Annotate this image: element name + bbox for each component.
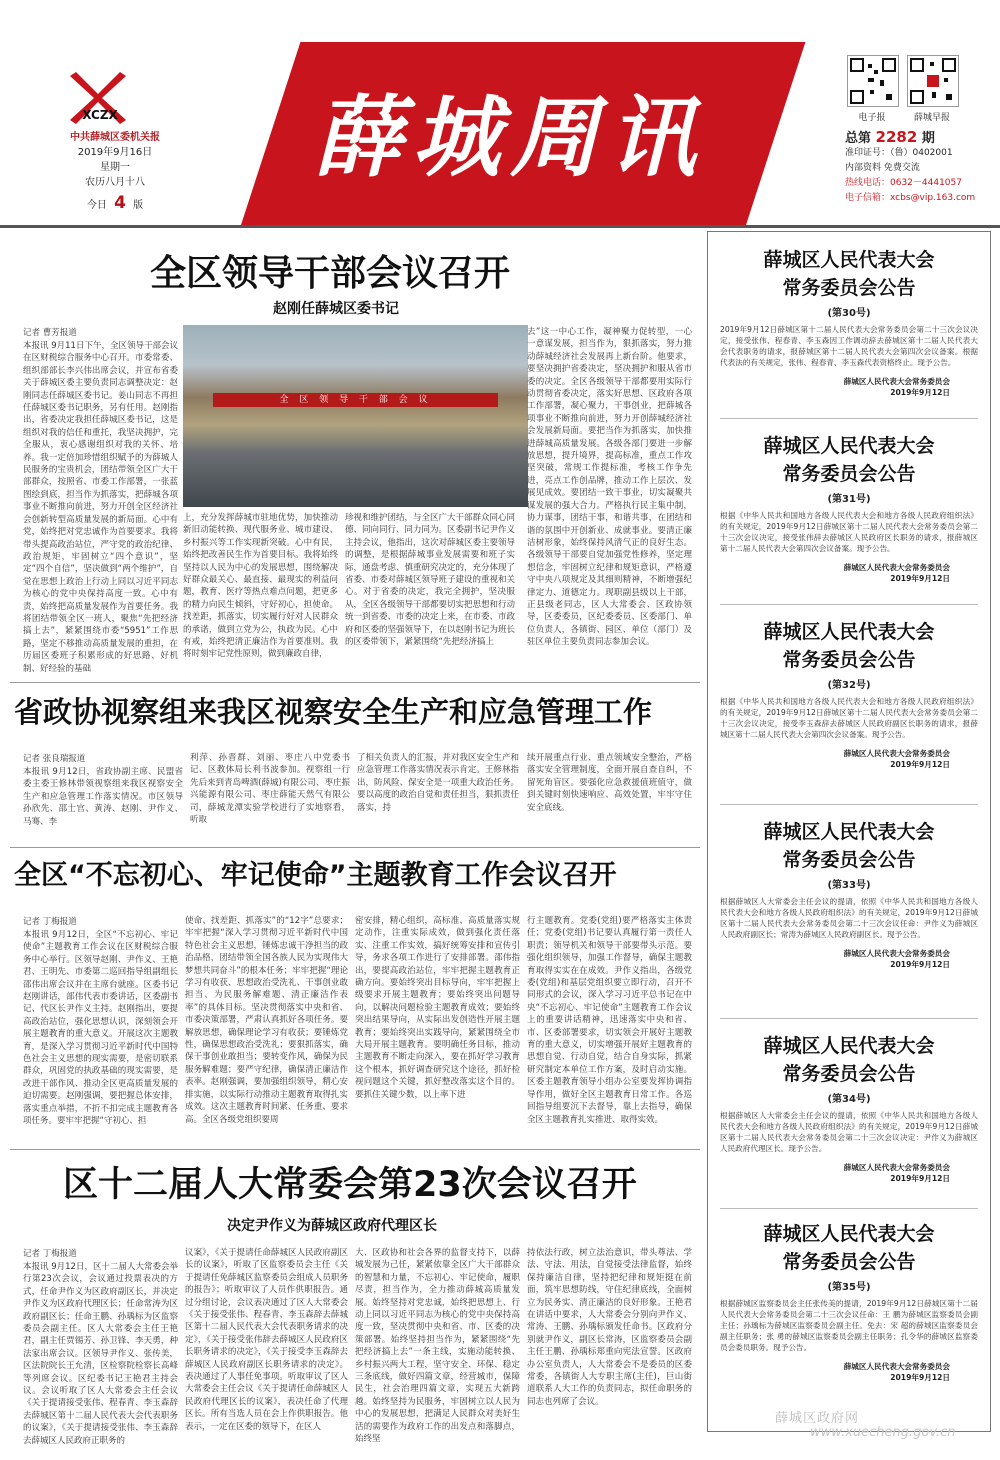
notice-date: 2019年9月12日 [890, 574, 950, 583]
page-count [40, 193, 190, 213]
notice-title-line2: 常务委员会公告 [782, 1063, 916, 1085]
notice-signature [708, 1162, 990, 1184]
email: 电子信箱：xcbs@vip.163.com [845, 193, 976, 203]
notice-signer: 薛城区人民代表大会常务委员会 [843, 1163, 950, 1172]
notice-signer: 薛城区人民代表大会常务委员会 [843, 377, 950, 386]
article4-col1: 本报讯 9月12日，区十二届人大常委会举行第23次会议，会议通过投票表决的方式，任命尹作义为区政府副区长，并决定尹作义为区政府代理区长；任命常涛为区政府副区长；任命王鹏、孙瑀标为区监察委员会副主任。区人大常委会主任王艳君，副主任贾锡芳、孙卫锋、李天勇，种法家出席会议。区领导尹作义、张传美，区法院院长王允清，区检察院检察长高峰等列席会议。区纪委书记王艳君主持会议。会议听取了区人大常委会主任会议《关于提请接受张伟、程春青、李玉森辞去薛城区第十二届人民代表大会代表职务的议案》，《关于提请接受张伟、李玉森辞去薛城区人民政府正职务的 [23, 1262, 178, 1446]
notice-title-line1: 薛城区人民代表大会 [763, 621, 935, 643]
article3-headline: 全区“不忘初心、牢记使命”主题教育工作会议召开 [14, 860, 617, 891]
notice-title-line2: 常务委员会公告 [782, 849, 916, 871]
article4-col4: 持依法行政，树立法治意识，带头尊法、学法、守法、用法，自觉接受法律监督，始终保持廉洁自律，坚持把纪律和规矩挺在前面，筑牢思想防线，守住纪律底线，全面树立为民务实、清正廉洁的良好形象。王艳君在讲话中要求，人大常委会分别向尹作义、常涛、王鹏、孙瑀标颁发任命书。区政府分别就尹作义，副区长常涛，区监察委员会副主任王鹏、孙瑀标郑重向宪法宣誓。区政府办公室负责人，人大常委会不是委员的区委常委，各镇街人大专职主席(主任)，巨山街道联系人大工作的负责同志，拟任命职务的同志也列席了会议。 [527, 1248, 692, 1407]
notice-title-line1: 薛城区人民代表大会 [763, 1223, 935, 1245]
masthead-title: 薛城周讯 [313, 85, 706, 189]
photo-banner: 全 区 领 导 干 部 会 议 [213, 393, 498, 407]
license: 准印证号：（鲁）0402001 [845, 148, 953, 158]
section-divider [10, 1149, 700, 1150]
notice-33 [708, 818, 990, 970]
notice-divider [720, 1208, 978, 1209]
notice-30 [708, 246, 990, 398]
article4-subhead: 决定尹作义为薛城区政府代理区长 [227, 1218, 437, 1234]
notice-divider [720, 1018, 978, 1019]
lunar-date: 农历八月十八 [85, 177, 145, 188]
article2-col1: 本报讯 9月12日，省政协副主席、民盟省委主委王修林带领视察组来我区视察安全生产和应急管理工作落实情况。市区领导孙欣先、邵士官、黄涛、赵刚、尹作义、马骞、李 [23, 767, 183, 827]
paper-org: 中共薛城区委机关报 [70, 132, 160, 143]
internal-note: 内部资料 免费交流 [845, 163, 920, 173]
section-divider [10, 682, 700, 683]
notice-number: (第32号) [827, 680, 871, 691]
notice-signer: 薛城区人民代表大会常务委员会 [843, 1362, 950, 1371]
article1-col3: 珍视和维护团结，与全区广大干部群众同心同德、同向同行、同力同为。区委副书记尹作义主持会议，他指出，这次对薛城区委主要领导的调整，是根据薛城事业发展需要和班子实际，通盘考虑、慎重研究决定的，充分体现了省委、市委对薛城区领导班子建设的重视和关心。对于省委的决定，我完全拥护，坚决服从，全区各级领导干部都要切实把思想和行动统一到省委、市委的决定上来，在市委、市政府和区委的坚强领导下，在以赵刚书记为班长的区委带领下，紧紧围绕“先把经济搞上 [345, 513, 515, 648]
notice-title-line2: 常务委员会公告 [782, 1251, 916, 1273]
masthead-rule [0, 225, 1000, 228]
watermark-name: 薛城区政府网 [775, 1411, 860, 1426]
notice-body: 根据薛城区监察委员会主任张传美的提请，2019年9月12日薛城区第十二届人民代表大会常务委员会第二十三次会议任命：王 鹏为薛城区监察委员会副主任；孙瑀标为薛城区监察委员会副主任。免去：宋 超的薛城区监察委员会副主任职务；张 勇的薛城区监察委员会副主任职务；孔令华的薛城区监察委员会委员职务。现予公告。 [720, 1299, 978, 1352]
notice-signature [708, 748, 990, 770]
watermark-url: www.xuecheng.gov.cn [810, 1425, 956, 1440]
qr-code-icon [907, 55, 959, 107]
meeting-photo [183, 325, 528, 507]
notice-title-line2: 常务委员会公告 [782, 463, 916, 485]
notice-34 [708, 1032, 990, 1184]
qr1-label: 电子报 [858, 113, 886, 123]
hotline: 热线电话：0632－4441057 [845, 178, 962, 188]
article2-col2: 利萍、孙晋群、刘丽、枣庄八中党委书记、区教体局长利书波参加。视察组一行先后来到青岛啤酒(薛城)有限公司、枣庄振兴能源有限公司、枣庄薛能天然气有限公司，薛城龙潭实验学校进行了实地察看，听取 [190, 753, 350, 826]
notice-number: (第33号) [827, 880, 871, 891]
issue-date: 2019年9月16日 [77, 147, 153, 158]
notice-date: 2019年9月12日 [890, 1373, 950, 1382]
article2-headline: 省政协视察组来我区视察安全生产和应急管理工作 [14, 695, 653, 729]
notice-title-line1: 薛城区人民代表大会 [763, 821, 935, 843]
qr2-label: 薛城早报 [913, 113, 950, 123]
article2-col3: 了相关负责人的汇报，并对我区安全生产和应急管理工作落实情况表示肯定。王修林指出，防风险、保安全是一项重大政治任务。要以高度的政治自觉和责任担当，狠抓责任落实，持 [357, 753, 519, 813]
notice-date: 2019年9月12日 [890, 760, 950, 769]
notice-31 [708, 432, 990, 584]
notice-signature [708, 1361, 990, 1383]
notice-signature [708, 948, 990, 970]
pages-suffix: 版 [133, 200, 144, 211]
issue-number: 2282 [875, 128, 918, 146]
article1-headline: 全区领导干部会议召开 [150, 253, 511, 294]
notice-signer: 薛城区人民代表大会常务委员会 [843, 563, 950, 572]
article4-col2: 议案》，《关于提请任命薛城区人民政府副区长的议案》，听取了区监察委员会主任《关于提请任免薛城区监察委员会组成人员职务的报告》；听取审议了人员作供职报告。通过分组讨论，会议表决通过了区人大常委会《关于接受张伟、程春青、李玉森辞去薛城区第十二届人民代表大会代表职务请求的决定》，《关于接受张伟辞去薛城区人民政府区长职务请求的决定》，《关于接受李玉森辞去薛城区人民政府副区长职务请求的决定》。表决通过了人事任免事项。听取审议了区人大常委会主任会议《关于提请任命薛城区人民政府代理区长的议案》，表决任命了代理区长。所有当选人员在会上作供职报告。他表示，一定在区委的领导下，在区人 [185, 1248, 348, 1432]
pages-num: 4 [114, 193, 126, 213]
article3-byline: 记者 丁梅报道 [23, 917, 77, 927]
article1-col1: 本报讯 9月11日下午，全区领导干部会议在区财税综合服务中心召开。市委常委、组织部部长李兴伟出席会议，并宣布省委关于薛城区委主要负责同志调整决定：赵刚同志任薛城区委书记。姜山同志不再担任薛城区委书记职务，另有任用。赵刚指出，省委决定我担任薛城区委书记，这是组织对我的信任和重托，我坚决拥护，完全服从，衷心感谢组织对我的关怀、培养。我一定倍加珍惜组织赋予的为薛城人民服务的宝贵机会，团结带领全区广大干部群众，按照省、市委工作部署，一张蓝图绘到底，担当作为抓落实，把薛城各项事业不断推向前进，努力开创全区经济社会创新转型高质量发展的新局面。心中有党，始终把对党忠诚作为首要要求。我将带头提高政治站位，严守党的政治纪律、政治规矩，牢固树立“四个意识”，坚定“四个自信”，坚决做到“两个维护”，自觉在思想上政治上行动上同以习近平同志为核心的党中央保持高度一致。心中有责，始终把高质量发展作为首要任务。我将团结带领全区一班人，聚焦“先把经济搞上去”，紧紧围绕市委“5951”工作思路，坚定不移推动高质量发展的重担，在历届区委班子积累形成的好思路、好机制、好经验的基础 [23, 341, 178, 674]
article3-col4: 行主题教育。党委(党组)要严格落实主体责任；党委(党组)书记要认真履行第一责任人职责；领导机关和领导干部要带头示范。要强化组织领导，加强工作督导，确保主题教育取得实实在在成效。尹作义指出，各级党委(党组)和基层党组织要立即行动，召开不同形式的会议，深入学习习近平总书记在中央“不忘初心、牢记使命”主题教育工作会议上的重要讲话精神，迅速落实中央和省、市、区委部署要求，切实领会开展好主题教育的重大意义，切实增强开展好主题教育的思想自觉、行动自觉，结合自身实际，抓紧研究制定本单位工作方案，及时启动实施。区委主题教育领导小组办公室要发挥协调指导作用，做好全区主题教育日常工作。各巡回指导组要沉下去督导，靠上去指导，确保全区主题教育扎实推进、取得实效。 [527, 916, 692, 1125]
date-block [40, 145, 190, 190]
article1-subhead: 赵刚任薛城区委书记 [273, 301, 399, 317]
article4-col3: 大、区政协和社会各界的监督支持下，以薛城发展为己任，紧紧依靠全区广大干部群众的智慧和力量，不忘初心、牢记使命，履职尽责，担当作为，全力推动薛城高质量发展。始终坚持对党忠诚，始终把思想上、行动上同以习近平同志为核心的党中央保持高度一致，坚决贯彻中央和省、市、区委的决策部署。始终坚持担当作为，紧紧围绕“先把经济搞上去”一条主线，实施动能转换、乡村振兴两大工程，坚守安全、环保、稳定三条底线，做好四篇文章，经营城市，保障民生，社会治理四篇文章，实现五大新跨越。始终坚持为民服务，牢固树立以人民为中心的发展思想，把满足人民群众对美好生活的需要作为政府工作的出发点和落脚点，始终坚 [355, 1248, 520, 1445]
notice-body: 根据薛城区人大常委会主任会议的提请，依照《中华人民共和国地方各级人民代表大会和地方各级人民政府组织法》的有关规定，2019年9月12日薛城区第十二届人民代表大会常务委员会第二十三次会议任命：尹作义为薛城区人民政府副区长；常涛为薛城区人民政府副区长。现予公告。 [720, 897, 978, 939]
notices-column [707, 231, 991, 1432]
notice-number: (第35号) [827, 1282, 871, 1293]
notice-divider [720, 604, 978, 605]
notice-title-line1: 薛城区人民代表大会 [763, 249, 935, 271]
article4-byline: 记者 丁梅报道 [23, 1249, 77, 1259]
notice-signer: 薛城区人民代表大会常务委员会 [843, 949, 950, 958]
article1-byline: 记者 曹芳报道 [23, 328, 77, 338]
notice-body: 根据《中华人民共和国地方各级人民代表大会和地方各级人民政府组织法》的有关规定，2019年9月12日薛城区第十二届人民代表大会常务委员会第二十三次会议决定，接受李玉森辞去薛城区人民政府副区长职务的请求，报薛城区第十二届人民代表大会第四次会议备案。现予公告。 [720, 697, 978, 739]
notice-title-line2: 常务委员会公告 [782, 649, 916, 671]
notice-body: 根据《中华人民共和国地方各级人民代表大会和地方各级人民政府组织法》的有关规定，2019年9月12日薛城区第十二届人民代表大会常务委员会第二十三次会议决定，接受张伟辞去薛城区人民政府区长职务的请求，报薛城区第十二届人民代表大会第四次会议备案。现予公告。 [720, 511, 978, 553]
section-divider [10, 847, 700, 848]
issue-info [845, 130, 985, 206]
notice-divider [720, 804, 978, 805]
issue-suffix: 期 [921, 131, 935, 146]
qr-code-icon [847, 55, 899, 107]
article2-col4: 续开展重点行业、重点领域安全整治，严格落实安全管理制度，全面开展自查自纠，不留死角盲区。要强化应急救援值班值守，做到关键时刻快速响应、高效处置，牢牢守住安全底线。 [527, 753, 692, 813]
notice-signer: 薛城区人民代表大会常务委员会 [843, 749, 950, 758]
notice-body: 2019年9月12日薛城区第十二届人民代表大会常务委员会第二十三次会议决定，接受张伟、程春青、李玉森因工作调动辞去薛城区第十二届人民代表大会代表职务的请求，报薛城区第十二届人民代表大会第四次会议备案。根据代表法的有关规定，张伟、程春青、李玉森代表资格终止。现予公告。 [720, 325, 978, 367]
notice-35 [708, 1220, 990, 1383]
article2-byline: 记者 张良瑞报道 [23, 754, 86, 764]
pages-prefix: 今日 [86, 200, 107, 211]
notice-date: 2019年9月12日 [890, 1174, 950, 1183]
notice-signature [708, 562, 990, 584]
article3-col3: 密安排，精心组织，高标准、高质量落实规定动作，注重实际成效，做到强化责任落实、注重工作实效，搞好统筹安排和宣传引导，务求各项工作进行了安排部署。邵伟指出，要提高政治站位，牢牢把握主题教育正确方向。要始终突出目标导向，牢牢把握上级要求开展主题教育；要始终突出问题导向，以解决问题检验主题教育成效；要始终突出结果导向，从实际出发创造性开展主题教育；要始终突出实践导向，紧紧围绕全市大局开展主题教育。要明确任务目标，推动主题教育不断走向深入，要在抓好学习教育这个根本，抓好调查研究这个途径，抓好检视问题这个关键，抓好整改落实这个目的。要抓住关键少数，以上率下进 [355, 916, 520, 1100]
issue-prefix: 总第 [845, 131, 872, 146]
article1-col2: 上，充分发挥薛城市驻地优势，加快推动新旧动能转换、现代服务业、城市建设、乡村振兴等工作实现新突破。心中有民，始终把改善民生作为首要目标。我将始终坚持以人民为中心的发展思想，围绕解决好群众最关心、最直接、最现实的利益问题，教育、医疗等热点难点问题，把更多的精力向民生倾斜，守好初心，担使命。找差距，抓落实，切实履行好对人民群众的承诺，做到立党为公，执政为民。心中有戒，始终把清正廉洁作为首要准则。我将时刻牢记党性原则，做到廉政自律， [183, 513, 338, 660]
notice-date: 2019年9月12日 [890, 960, 950, 969]
logo-text: XCZX [82, 108, 118, 122]
issue-weekday: 星期一 [100, 162, 130, 173]
article3-col1: 本报讯 9月12日，全区“不忘初心、牢记使命”主题教育工作会议在区财税综合服务中心举行。区领导赵刚、尹作义、王艳君、王明先、市委第二巡回指导组副组长邵伟出席会议并在主席台就座。区委书记赵刚讲话，部伟代表市委讲话，区委副书记、代区长尹作义主持。赵刚指出，要提高政治站位，强化思想认识，深刻领会开展主题教育的重大意义。开展这次主题教育，是深入学习贯彻习近平新时代中国特色社会主义思想的现实需要，是密切联系群众，巩固党的执政基础的现实需要，是改进干部作风、推动全区更高质量发展的迫切需要。赵刚强调，要把握总体安排，落实重点举措，不折不扣完成主题教育各项任务。要牢牢把握“守初心、担 [23, 930, 178, 1127]
notice-number: (第31号) [827, 494, 871, 505]
article4-headline: 区十二届人大常委会第23次会议召开 [63, 1165, 637, 1205]
notice-number: (第30号) [827, 308, 871, 319]
notice-divider [720, 418, 978, 419]
article1-col4: 去”这一中心工作，凝神聚力促转型，一心一意谋发展，担当作为，狠抓落实，努力推动薛城经济社会发展再上新台阶。他要求，要坚决拥护省委决定，坚决拥护和服从省市委的决定。全区各级领导干部都要用实际行动贯彻省委决定，落实好思想、区政府各项工作部署，凝心聚力，干事创业，把薛城各项事业不断推向前进，努力开创薛城经济社会发展新局面。要把当作为抓落实，加快推进薛城高质量发展。各级各部门要进一步解放思想，提升境界，提高标准，重点工作攻坚突破，常规工作提标准，考核工作争先进，亮点工作创品牌，推动工作上层次、发展见成效。要团结一致干事业，切实凝聚共谋发展的强大合力。严格执行民主集中制，协力谋事，团结干事，和谐共事，在团结和谐的氛围中开创新业、成就事业。要清正廉洁树形象，始终保持风清气正的良好生态。各级领导干部要自觉加强党性修养，坚定理想信念，牢固树立纪律和规矩意识，严格遵守中央八项规定及其细则精神，不断增强纪律定力、道德定力。现职副县级以上干部，正县级老同志，区人大常委会、区政协领导，区委委员，区纪委委员、区委部门、单位负责人，各镇街、园区、单位（部门）及驻区单位主要负责同志参加会议。 [527, 327, 692, 648]
notice-32 [708, 618, 990, 770]
issue-number-line [845, 130, 985, 146]
notice-signature [708, 376, 990, 398]
notice-title-line1: 薛城区人民代表大会 [763, 435, 935, 457]
notice-title-line2: 常务委员会公告 [782, 277, 916, 299]
article3-col2: 使命、找差距、抓落实”的“12字”总要求；牢牢把握“深入学习贯彻习近平新时代中国特色社会主义思想，锤炼忠诚干净担当的政治品格，团结带领全国各族人民为实现伟大梦想共同奋斗”的根本任务；牢牢把握“理论学习有收获、思想政治受洗礼、干事创业敢担当、为民服务解难题、清正廉洁作表率”的具体目标。坚决贯彻落实中央和省、市委决策部署，严肃认真抓好各项任务。要解放思想，确保理论学习有收获；要锤炼党性，确保思想政治受洗礼；要狠抓落实，确保干事创业敢担当；要转变作风，确保为民服务解难题；要严守纪律，确保清正廉洁作表率。赵刚强调，要加强组织领导，精心安排实施，以实际行动推动主题教育取得扎实成效。这次主题教育时间紧、任务重、要求高。全区各级党组织要周 [185, 916, 348, 1125]
notice-title-line1: 薛城区人民代表大会 [763, 1035, 935, 1057]
notice-date: 2019年9月12日 [890, 388, 950, 397]
notice-number: (第34号) [827, 1094, 871, 1105]
notice-body: 根据薛城区人大常委会主任会议的提请，依照《中华人民共和国地方各级人民代表大会和地方各级人民政府组织法》的有关规定，2019年9月12日薛城区第十二届人民代表大会常务委员会第二十三次会议决定：尹作义为薛城区人民政府代理区长。现予公告。 [720, 1111, 978, 1153]
